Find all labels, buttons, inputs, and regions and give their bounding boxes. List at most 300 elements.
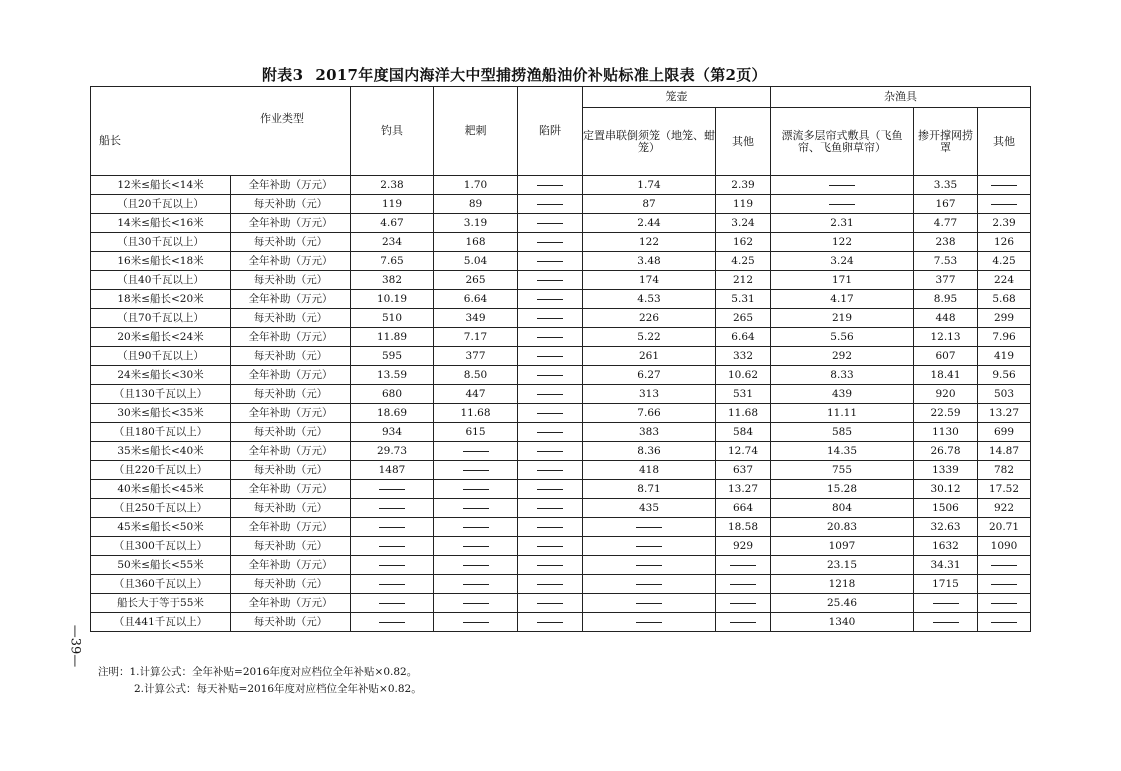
empty-dash [537, 299, 563, 300]
vessel-power-range: （且300千瓦以上） [91, 537, 231, 556]
table-row [91, 176, 1031, 195]
data-cell [978, 594, 1031, 613]
table-row [91, 499, 1031, 518]
data-cell: 5.68 [978, 290, 1031, 309]
data-cell: 29.73 [351, 442, 434, 461]
empty-dash [991, 603, 1017, 604]
data-cell [518, 499, 583, 518]
data-cell [518, 594, 583, 613]
table-row [91, 613, 1031, 632]
empty-dash [463, 508, 489, 509]
data-cell: 7.96 [978, 328, 1031, 347]
empty-dash [379, 527, 405, 528]
data-cell: 171 [771, 271, 914, 290]
annual-subsidy-label: 全年补助（万元） [231, 214, 351, 233]
data-cell: 8.33 [771, 366, 914, 385]
col-header-fishing: 钓具 [351, 87, 434, 176]
data-cell: 10.19 [351, 290, 434, 309]
empty-dash [379, 489, 405, 490]
data-cell: 14.35 [771, 442, 914, 461]
data-cell [518, 423, 583, 442]
data-cell: 13.59 [351, 366, 434, 385]
data-cell: 12.74 [716, 442, 771, 461]
data-cell: 18.41 [914, 366, 978, 385]
title-text: 2017年度国内海洋大中型捕捞渔船油价补贴标准上限表（第2页） [315, 66, 767, 84]
data-cell: 585 [771, 423, 914, 442]
data-cell: 4.67 [351, 214, 434, 233]
data-cell: 8.50 [434, 366, 518, 385]
data-cell: 11.68 [434, 404, 518, 423]
table-row [91, 233, 1031, 252]
data-cell [351, 480, 434, 499]
data-cell [978, 556, 1031, 575]
empty-dash [991, 584, 1017, 585]
daily-subsidy-label: 每天补助（元） [231, 309, 351, 328]
data-cell [518, 271, 583, 290]
data-cell: 8.71 [583, 480, 716, 499]
empty-dash [537, 451, 563, 452]
empty-dash [636, 527, 662, 528]
data-cell: 3.35 [914, 176, 978, 195]
table-row [91, 366, 1031, 385]
col-header-misc-other: 其他 [978, 108, 1031, 176]
data-cell [978, 613, 1031, 632]
empty-dash [730, 603, 756, 604]
data-cell [351, 537, 434, 556]
data-cell [716, 594, 771, 613]
data-cell [914, 613, 978, 632]
data-cell: 15.28 [771, 480, 914, 499]
data-cell [583, 537, 716, 556]
data-cell [978, 176, 1031, 195]
col-header-misc-net: 掺开撑网捞罩 [914, 108, 978, 176]
data-cell: 299 [978, 309, 1031, 328]
empty-dash [933, 622, 959, 623]
daily-subsidy-label: 每天补助（元） [231, 195, 351, 214]
vessel-power-range: （且40千瓦以上） [91, 271, 231, 290]
empty-dash [537, 318, 563, 319]
data-cell: 30.12 [914, 480, 978, 499]
data-cell: 4.17 [771, 290, 914, 309]
vessel-power-range: （且90千瓦以上） [91, 347, 231, 366]
vessel-length-range: 24米≤船长<30米 [91, 366, 231, 385]
daily-subsidy-label: 每天补助（元） [231, 613, 351, 632]
table-row [91, 594, 1031, 613]
empty-dash [463, 584, 489, 585]
data-cell: 122 [771, 233, 914, 252]
data-cell [434, 556, 518, 575]
data-cell: 637 [716, 461, 771, 480]
data-cell: 11.11 [771, 404, 914, 423]
data-cell: 224 [978, 271, 1031, 290]
table-row [91, 423, 1031, 442]
data-cell: 1339 [914, 461, 978, 480]
empty-dash [636, 584, 662, 585]
note-1: 注明：1.计算公式：全年补贴=2016年度对应档位全年补贴×0.82。 [98, 666, 418, 678]
data-cell: 418 [583, 461, 716, 480]
annual-subsidy-label: 全年补助（万元） [231, 404, 351, 423]
vessel-length-range: 18米≤船长<20米 [91, 290, 231, 309]
annual-subsidy-label: 全年补助（万元） [231, 328, 351, 347]
data-cell: 10.62 [716, 366, 771, 385]
table-row [91, 480, 1031, 499]
data-cell: 2.31 [771, 214, 914, 233]
data-cell: 680 [351, 385, 434, 404]
table-row [91, 214, 1031, 233]
empty-dash [379, 508, 405, 509]
empty-dash [537, 470, 563, 471]
data-cell [351, 575, 434, 594]
data-cell [434, 518, 518, 537]
empty-dash [463, 470, 489, 471]
data-cell: 14.87 [978, 442, 1031, 461]
table-row [91, 442, 1031, 461]
data-cell: 922 [978, 499, 1031, 518]
empty-dash [379, 565, 405, 566]
empty-dash [537, 261, 563, 262]
data-cell: 595 [351, 347, 434, 366]
data-cell: 7.65 [351, 252, 434, 271]
data-cell: 1340 [771, 613, 914, 632]
vessel-length-range: 40米≤船长<45米 [91, 480, 231, 499]
data-cell: 226 [583, 309, 716, 328]
title-prefix: 附表3 [262, 66, 304, 84]
vessel-power-range: （且20千瓦以上） [91, 195, 231, 214]
data-cell: 238 [914, 233, 978, 252]
table-row [91, 290, 1031, 309]
empty-dash [537, 565, 563, 566]
vessel-power-range: （且441千瓦以上） [91, 613, 231, 632]
data-cell: 20.71 [978, 518, 1031, 537]
data-cell: 332 [716, 347, 771, 366]
data-cell: 6.27 [583, 366, 716, 385]
data-cell: 503 [978, 385, 1031, 404]
col-header-pot-series: 定置串联倒须笼（地笼、蚶笼） [583, 108, 716, 176]
data-cell [583, 575, 716, 594]
data-cell: 5.04 [434, 252, 518, 271]
data-cell: 7.17 [434, 328, 518, 347]
corner-header-top: 作业类型 [260, 112, 304, 125]
data-cell [518, 195, 583, 214]
data-cell: 23.15 [771, 556, 914, 575]
empty-dash [537, 413, 563, 414]
vessel-power-range: （且180千瓦以上） [91, 423, 231, 442]
corner-header-bottom: 船长 [99, 134, 121, 147]
vessel-length-range: 12米≤船长<14米 [91, 176, 231, 195]
data-cell [434, 594, 518, 613]
data-cell: 1.70 [434, 176, 518, 195]
empty-dash [537, 242, 563, 243]
vessel-length-range: 14米≤船长<16米 [91, 214, 231, 233]
empty-dash [463, 527, 489, 528]
data-cell: 22.59 [914, 404, 978, 423]
data-cell: 920 [914, 385, 978, 404]
data-cell: 18.69 [351, 404, 434, 423]
data-cell: 382 [351, 271, 434, 290]
data-cell [518, 366, 583, 385]
data-cell: 377 [914, 271, 978, 290]
data-cell [518, 537, 583, 556]
table-row [91, 309, 1031, 328]
data-cell: 8.36 [583, 442, 716, 461]
data-cell: 615 [434, 423, 518, 442]
data-cell: 87 [583, 195, 716, 214]
col-header-misc-curtain: 漂流多层帘式敷具（飞鱼帘、飞鱼卵草帘） [771, 108, 914, 176]
data-cell: 265 [716, 309, 771, 328]
data-cell [914, 594, 978, 613]
data-cell [771, 195, 914, 214]
data-cell [583, 594, 716, 613]
data-cell: 1218 [771, 575, 914, 594]
data-cell: 265 [434, 271, 518, 290]
empty-dash [991, 204, 1017, 205]
empty-dash [537, 337, 563, 338]
data-cell [351, 594, 434, 613]
daily-subsidy-label: 每天补助（元） [231, 575, 351, 594]
annual-subsidy-label: 全年补助（万元） [231, 480, 351, 499]
table-row [91, 252, 1031, 271]
page-number: —39— [67, 624, 83, 668]
empty-dash [537, 280, 563, 281]
data-cell: 6.64 [434, 290, 518, 309]
data-cell [583, 613, 716, 632]
data-cell: 174 [583, 271, 716, 290]
data-cell [518, 575, 583, 594]
col-header-pot-other: 其他 [716, 108, 771, 176]
data-cell [518, 347, 583, 366]
data-cell: 119 [716, 195, 771, 214]
data-cell [434, 499, 518, 518]
data-cell [351, 518, 434, 537]
annual-subsidy-label: 全年补助（万元） [231, 252, 351, 271]
page-title [262, 64, 882, 88]
data-cell: 168 [434, 233, 518, 252]
data-cell: 607 [914, 347, 978, 366]
data-cell [434, 442, 518, 461]
empty-dash [537, 489, 563, 490]
vessel-length-range: 30米≤船长<35米 [91, 404, 231, 423]
data-cell: 664 [716, 499, 771, 518]
data-cell: 3.24 [716, 214, 771, 233]
empty-dash [730, 565, 756, 566]
table-row [91, 556, 1031, 575]
empty-dash [537, 546, 563, 547]
data-cell: 1.74 [583, 176, 716, 195]
empty-dash [730, 584, 756, 585]
empty-dash [636, 565, 662, 566]
data-cell: 34.31 [914, 556, 978, 575]
data-cell: 8.95 [914, 290, 978, 309]
annual-subsidy-label: 全年补助（万元） [231, 518, 351, 537]
data-cell: 934 [351, 423, 434, 442]
data-cell: 755 [771, 461, 914, 480]
empty-dash [379, 622, 405, 623]
empty-dash [379, 603, 405, 604]
table-row [91, 404, 1031, 423]
vessel-length-range: 50米≤船长<55米 [91, 556, 231, 575]
data-cell [518, 461, 583, 480]
empty-dash [537, 223, 563, 224]
data-cell [518, 328, 583, 347]
empty-dash [730, 622, 756, 623]
empty-dash [537, 375, 563, 376]
data-cell [518, 518, 583, 537]
data-cell: 383 [583, 423, 716, 442]
empty-dash [463, 546, 489, 547]
data-cell: 1090 [978, 537, 1031, 556]
table-row [91, 385, 1031, 404]
data-cell [434, 537, 518, 556]
subsidy-table [90, 86, 1031, 632]
data-cell: 126 [978, 233, 1031, 252]
empty-dash [636, 603, 662, 604]
data-cell: 13.27 [978, 404, 1031, 423]
data-cell: 2.39 [716, 176, 771, 195]
col-header-rake: 耙刺 [434, 87, 518, 176]
empty-dash [379, 584, 405, 585]
vessel-length-range: 16米≤船长<18米 [91, 252, 231, 271]
data-cell [518, 385, 583, 404]
empty-dash [537, 185, 563, 186]
data-cell: 1487 [351, 461, 434, 480]
empty-dash [379, 546, 405, 547]
empty-dash [991, 565, 1017, 566]
data-cell: 212 [716, 271, 771, 290]
empty-dash [463, 622, 489, 623]
data-cell [434, 575, 518, 594]
data-cell [351, 556, 434, 575]
data-cell: 447 [434, 385, 518, 404]
data-cell [434, 480, 518, 499]
empty-dash [463, 451, 489, 452]
daily-subsidy-label: 每天补助（元） [231, 385, 351, 404]
data-cell [716, 613, 771, 632]
vessel-power-range: （且250千瓦以上） [91, 499, 231, 518]
data-cell: 11.89 [351, 328, 434, 347]
data-cell: 234 [351, 233, 434, 252]
empty-dash [537, 356, 563, 357]
data-cell: 26.78 [914, 442, 978, 461]
data-cell [434, 613, 518, 632]
annual-subsidy-label: 全年补助（万元） [231, 290, 351, 309]
data-cell: 119 [351, 195, 434, 214]
empty-dash [933, 603, 959, 604]
empty-dash [991, 622, 1017, 623]
daily-subsidy-label: 每天补助（元） [231, 537, 351, 556]
empty-dash [636, 622, 662, 623]
data-cell: 510 [351, 309, 434, 328]
data-cell: 377 [434, 347, 518, 366]
data-cell: 7.66 [583, 404, 716, 423]
vessel-power-range: （且220千瓦以上） [91, 461, 231, 480]
data-cell: 3.24 [771, 252, 914, 271]
data-cell: 782 [978, 461, 1031, 480]
data-cell [518, 442, 583, 461]
vessel-power-range: （且130千瓦以上） [91, 385, 231, 404]
daily-subsidy-label: 每天补助（元） [231, 423, 351, 442]
empty-dash [463, 565, 489, 566]
table-row [91, 537, 1031, 556]
data-cell [978, 195, 1031, 214]
data-cell: 89 [434, 195, 518, 214]
data-cell: 1632 [914, 537, 978, 556]
annual-subsidy-label: 全年补助（万元） [231, 366, 351, 385]
data-cell: 17.52 [978, 480, 1031, 499]
data-cell: 167 [914, 195, 978, 214]
data-cell: 419 [978, 347, 1031, 366]
empty-dash [537, 603, 563, 604]
data-cell [434, 461, 518, 480]
data-cell: 929 [716, 537, 771, 556]
data-cell [716, 575, 771, 594]
data-cell: 122 [583, 233, 716, 252]
data-cell: 12.13 [914, 328, 978, 347]
table-row [91, 518, 1031, 537]
data-cell: 349 [434, 309, 518, 328]
annual-subsidy-label: 全年补助（万元） [231, 556, 351, 575]
table-row [91, 195, 1031, 214]
data-cell [518, 290, 583, 309]
table-row [91, 328, 1031, 347]
data-cell: 18.58 [716, 518, 771, 537]
data-cell [351, 499, 434, 518]
vessel-power-range: （且70千瓦以上） [91, 309, 231, 328]
annual-subsidy-label: 全年补助（万元） [231, 442, 351, 461]
data-cell [583, 518, 716, 537]
empty-dash [537, 432, 563, 433]
data-cell [518, 214, 583, 233]
annual-subsidy-label: 全年补助（万元） [231, 594, 351, 613]
data-cell: 1506 [914, 499, 978, 518]
corner-header-cell [91, 87, 351, 176]
empty-dash [829, 204, 855, 205]
data-cell: 261 [583, 347, 716, 366]
empty-dash [636, 546, 662, 547]
data-cell [518, 404, 583, 423]
daily-subsidy-label: 每天补助（元） [231, 233, 351, 252]
data-cell: 9.56 [978, 366, 1031, 385]
data-cell: 4.53 [583, 290, 716, 309]
data-cell: 20.83 [771, 518, 914, 537]
empty-dash [537, 508, 563, 509]
data-cell: 6.64 [716, 328, 771, 347]
data-cell: 1097 [771, 537, 914, 556]
data-cell: 5.31 [716, 290, 771, 309]
data-cell [716, 556, 771, 575]
data-cell: 5.22 [583, 328, 716, 347]
notes [98, 664, 422, 698]
data-cell: 32.63 [914, 518, 978, 537]
vessel-power-range: （且360千瓦以上） [91, 575, 231, 594]
data-cell: 699 [978, 423, 1031, 442]
data-cell: 584 [716, 423, 771, 442]
vessel-length-range: 35米≤船长<40米 [91, 442, 231, 461]
data-cell: 4.25 [716, 252, 771, 271]
data-cell [583, 556, 716, 575]
table-row [91, 271, 1031, 290]
data-cell [518, 233, 583, 252]
data-cell: 292 [771, 347, 914, 366]
daily-subsidy-label: 每天补助（元） [231, 347, 351, 366]
data-cell: 162 [716, 233, 771, 252]
data-cell: 4.25 [978, 252, 1031, 271]
data-cell: 219 [771, 309, 914, 328]
daily-subsidy-label: 每天补助（元） [231, 499, 351, 518]
data-cell: 448 [914, 309, 978, 328]
data-cell: 313 [583, 385, 716, 404]
data-cell [518, 556, 583, 575]
vessel-power-range: （且30千瓦以上） [91, 233, 231, 252]
